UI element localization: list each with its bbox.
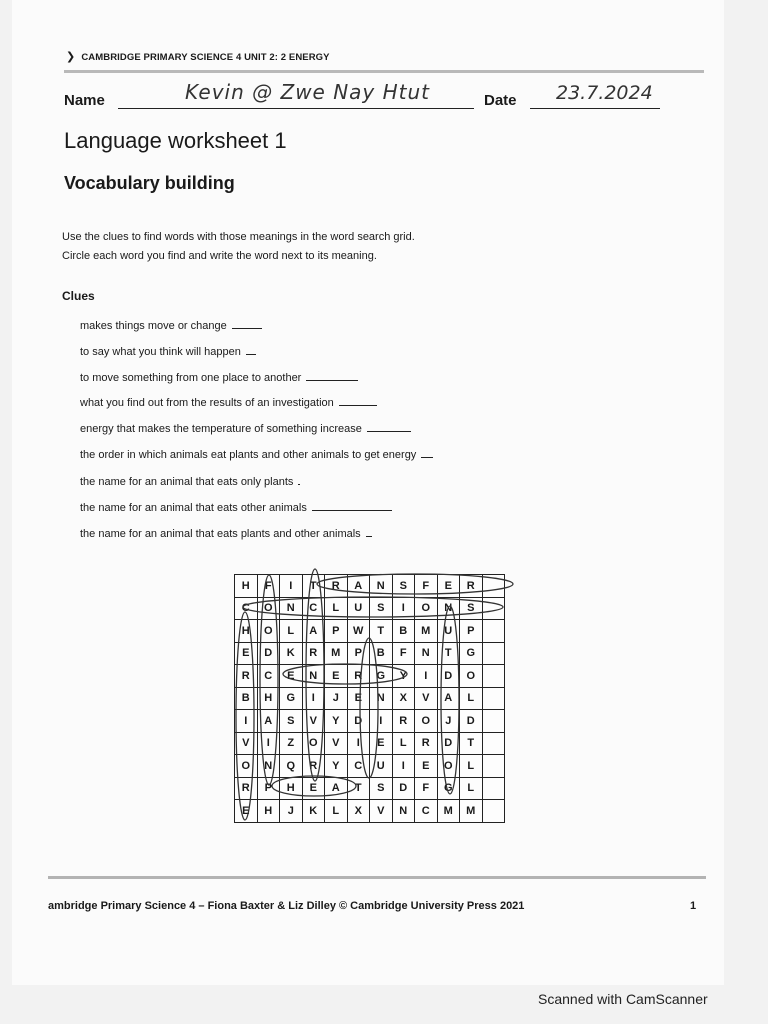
grid-cell[interactable]: E: [235, 643, 258, 666]
grid-cell[interactable]: L: [460, 755, 483, 778]
grid-cell[interactable]: I: [393, 755, 416, 778]
grid-cell[interactable]: G: [438, 778, 461, 801]
grid-cell[interactable]: A: [325, 778, 348, 801]
grid-cell[interactable]: O: [438, 755, 461, 778]
grid-cell[interactable]: X: [348, 800, 371, 823]
grid-cell[interactable]: H: [235, 575, 258, 598]
grid-cell[interactable]: T: [438, 643, 461, 666]
clue-text: to move something from one place to another: [80, 372, 302, 384]
grid-cell[interactable]: F: [415, 575, 438, 598]
grid-cell[interactable]: [483, 620, 506, 643]
grid-cell[interactable]: P: [460, 620, 483, 643]
grid-cell[interactable]: D: [348, 710, 371, 733]
grid-cell[interactable]: N: [370, 688, 393, 711]
grid-cell[interactable]: I: [415, 665, 438, 688]
section-title: Vocabulary building: [64, 173, 235, 193]
grid-cell[interactable]: D: [438, 733, 461, 756]
answer-blank[interactable]: [421, 447, 433, 458]
grid-cell[interactable]: E: [370, 733, 393, 756]
grid-cell[interactable]: E: [303, 778, 326, 801]
answer-blank[interactable]: [298, 474, 300, 485]
grid-cell[interactable]: N: [303, 665, 326, 688]
grid-cell[interactable]: H: [258, 800, 281, 823]
grid-cell[interactable]: W: [348, 620, 371, 643]
footer-credit: ambridge Primary Science 4 – Fiona Baxter & Liz Dilley © Cambridge University Press 2021: [48, 900, 525, 912]
clue-text: the name for an animal that eats plants and other animals: [80, 528, 361, 540]
clues-heading: Clues: [62, 289, 95, 303]
grid-cell[interactable]: T: [303, 575, 326, 598]
clue-item: [80, 318, 262, 332]
grid-cell[interactable]: R: [303, 643, 326, 666]
grid-cell[interactable]: [483, 800, 506, 823]
grid-cell[interactable]: M: [460, 800, 483, 823]
grid-cell[interactable]: K: [303, 800, 326, 823]
grid-cell[interactable]: V: [235, 733, 258, 756]
answer-blank[interactable]: [339, 395, 377, 406]
footer-divider: [48, 876, 706, 879]
grid-cell[interactable]: I: [393, 598, 416, 621]
instruction-line: Use the clues to find words with those meanings in the word search grid.: [62, 231, 415, 243]
grid-cell[interactable]: C: [235, 598, 258, 621]
clue-item: [80, 447, 433, 461]
answer-blank[interactable]: [312, 500, 392, 511]
grid-cell[interactable]: H: [280, 778, 303, 801]
word-search-grid: [234, 574, 505, 823]
instruction-line: Circle each word you find and write the word next to its meaning.: [62, 250, 377, 262]
grid-cell[interactable]: S: [370, 778, 393, 801]
grid-cell[interactable]: [483, 665, 506, 688]
grid-cell[interactable]: P: [348, 643, 371, 666]
grid-cell[interactable]: E: [325, 665, 348, 688]
grid-cell[interactable]: V: [415, 688, 438, 711]
grid-cell[interactable]: Z: [280, 733, 303, 756]
date-label: Date: [484, 92, 517, 109]
clue-item: [80, 344, 256, 358]
grid-cell[interactable]: G: [280, 688, 303, 711]
grid-cell[interactable]: F: [415, 778, 438, 801]
header-divider: [64, 70, 704, 73]
clue-text: the name for an animal that eats other animals: [80, 502, 307, 514]
answer-blank[interactable]: [367, 421, 411, 432]
grid-cell[interactable]: L: [325, 598, 348, 621]
grid-cell[interactable]: R: [393, 710, 416, 733]
grid-cell[interactable]: R: [348, 665, 371, 688]
grid-cell[interactable]: H: [258, 688, 281, 711]
grid-cell[interactable]: O: [235, 755, 258, 778]
grid-cell[interactable]: B: [235, 688, 258, 711]
grid-cell[interactable]: U: [438, 620, 461, 643]
date-field-line: [530, 108, 660, 109]
grid-cell[interactable]: [483, 688, 506, 711]
grid-cell[interactable]: S: [460, 598, 483, 621]
grid-cell[interactable]: V: [325, 733, 348, 756]
grid-cell[interactable]: B: [370, 643, 393, 666]
clue-text: what you find out from the results of an investigation: [80, 397, 334, 409]
breadcrumb-text: CAMBRIDGE PRIMARY SCIENCE 4 UNIT 2: 2 ENERGY: [81, 52, 330, 63]
grid-cell[interactable]: N: [438, 598, 461, 621]
grid-cell[interactable]: H: [235, 620, 258, 643]
scanner-watermark: Scanned with CamScanner: [538, 991, 708, 1007]
clue-item: [80, 500, 392, 514]
grid-cell[interactable]: L: [280, 620, 303, 643]
grid-cell[interactable]: E: [235, 800, 258, 823]
answer-blank[interactable]: [366, 526, 372, 537]
grid-cell[interactable]: P: [258, 778, 281, 801]
grid-cell[interactable]: Q: [280, 755, 303, 778]
grid-cell[interactable]: D: [460, 710, 483, 733]
grid-cell[interactable]: D: [258, 643, 281, 666]
grid-cell[interactable]: E: [348, 688, 371, 711]
grid-cell[interactable]: A: [438, 688, 461, 711]
grid-cell[interactable]: Y: [325, 755, 348, 778]
grid-cell[interactable]: A: [258, 710, 281, 733]
clue-item: [80, 421, 411, 435]
answer-blank[interactable]: [232, 318, 262, 329]
grid-cell[interactable]: C: [303, 598, 326, 621]
grid-cell[interactable]: M: [325, 643, 348, 666]
grid-cell[interactable]: I: [280, 575, 303, 598]
grid-cell[interactable]: O: [460, 665, 483, 688]
grid-cell[interactable]: I: [258, 733, 281, 756]
grid-cell[interactable]: F: [258, 575, 281, 598]
grid-cell[interactable]: I: [348, 733, 371, 756]
grid-cell[interactable]: N: [258, 755, 281, 778]
breadcrumb: [66, 50, 330, 63]
grid-cell[interactable]: O: [415, 598, 438, 621]
grid-cell[interactable]: B: [393, 620, 416, 643]
grid-cell[interactable]: S: [280, 710, 303, 733]
grid-cell[interactable]: [483, 733, 506, 756]
grid-cell[interactable]: R: [325, 575, 348, 598]
grid-cell[interactable]: N: [415, 643, 438, 666]
grid-cell[interactable]: [483, 598, 506, 621]
grid-cell[interactable]: C: [348, 755, 371, 778]
grid-cell[interactable]: N: [393, 800, 416, 823]
grid-cell[interactable]: I: [235, 710, 258, 733]
clue-text: makes things move or change: [80, 320, 227, 332]
answer-blank[interactable]: [306, 370, 358, 381]
grid-cell[interactable]: J: [325, 688, 348, 711]
grid-cell[interactable]: D: [393, 778, 416, 801]
grid-cell[interactable]: R: [235, 665, 258, 688]
grid-cell[interactable]: N: [370, 575, 393, 598]
grid-cell[interactable]: T: [460, 733, 483, 756]
grid-cell[interactable]: O: [258, 598, 281, 621]
name-field-line: [118, 108, 474, 109]
grid-cell[interactable]: C: [415, 800, 438, 823]
grid-cell[interactable]: N: [280, 598, 303, 621]
clue-item: [80, 526, 372, 540]
clue-text: the order in which animals eat plants and other animals to get energy: [80, 449, 417, 461]
grid-cell[interactable]: E: [438, 575, 461, 598]
grid-cell[interactable]: L: [460, 778, 483, 801]
grid-cell[interactable]: E: [415, 755, 438, 778]
grid-cell[interactable]: C: [258, 665, 281, 688]
grid-cell[interactable]: [483, 755, 506, 778]
grid-cell[interactable]: U: [348, 598, 371, 621]
grid-cell[interactable]: X: [393, 688, 416, 711]
grid-cell[interactable]: A: [348, 575, 371, 598]
page-number: 1: [690, 900, 697, 912]
name-field-value[interactable]: Kevin @ Zwe Nay Htut: [185, 80, 431, 104]
grid-cell[interactable]: J: [280, 800, 303, 823]
clue-text: the name for an animal that eats only plants: [80, 476, 294, 488]
grid-cell[interactable]: K: [280, 643, 303, 666]
grid-cell[interactable]: R: [415, 733, 438, 756]
grid-cell[interactable]: D: [438, 665, 461, 688]
grid-cell[interactable]: O: [415, 710, 438, 733]
grid-cell[interactable]: T: [348, 778, 371, 801]
grid-cell[interactable]: V: [303, 710, 326, 733]
grid-cell[interactable]: V: [370, 800, 393, 823]
grid-cell[interactable]: S: [370, 598, 393, 621]
grid-cell[interactable]: E: [280, 665, 303, 688]
grid-cell[interactable]: Y: [325, 710, 348, 733]
clue-item: [80, 395, 377, 409]
grid-cell[interactable]: Y: [393, 665, 416, 688]
grid-cell[interactable]: [483, 643, 506, 666]
clue-text: energy that makes the temperature of something increase: [80, 423, 362, 435]
grid-cell[interactable]: M: [415, 620, 438, 643]
grid-cell[interactable]: A: [303, 620, 326, 643]
grid-cell[interactable]: J: [438, 710, 461, 733]
grid-cell[interactable]: [483, 710, 506, 733]
grid-cell[interactable]: I: [303, 688, 326, 711]
grid-cell[interactable]: L: [460, 688, 483, 711]
answer-blank[interactable]: [246, 344, 256, 355]
grid-cell[interactable]: F: [393, 643, 416, 666]
date-field-value[interactable]: 23.7.2024: [556, 82, 653, 104]
grid-cell[interactable]: S: [393, 575, 416, 598]
page-title: Language worksheet 1: [64, 128, 287, 153]
grid-cell[interactable]: O: [258, 620, 281, 643]
grid-cell[interactable]: M: [438, 800, 461, 823]
chevron-right-icon: ❯: [66, 51, 76, 63]
grid-cell[interactable]: R: [303, 755, 326, 778]
grid-cell[interactable]: U: [370, 755, 393, 778]
clue-item: [80, 370, 358, 384]
grid-cell[interactable]: L: [325, 800, 348, 823]
grid-cell[interactable]: [483, 778, 506, 801]
clue-item: [80, 474, 300, 488]
grid-cell[interactable]: R: [235, 778, 258, 801]
name-label: Name: [64, 92, 105, 109]
clue-text: to say what you think will happen: [80, 346, 241, 358]
grid-cell[interactable]: T: [370, 620, 393, 643]
grid-cell[interactable]: I: [370, 710, 393, 733]
grid-cell[interactable]: G: [460, 643, 483, 666]
grid-cell[interactable]: P: [325, 620, 348, 643]
grid-cell[interactable]: G: [370, 665, 393, 688]
grid-cell[interactable]: R: [460, 575, 483, 598]
grid-cell[interactable]: [483, 575, 506, 598]
grid-cell[interactable]: O: [303, 733, 326, 756]
grid-cell[interactable]: L: [393, 733, 416, 756]
